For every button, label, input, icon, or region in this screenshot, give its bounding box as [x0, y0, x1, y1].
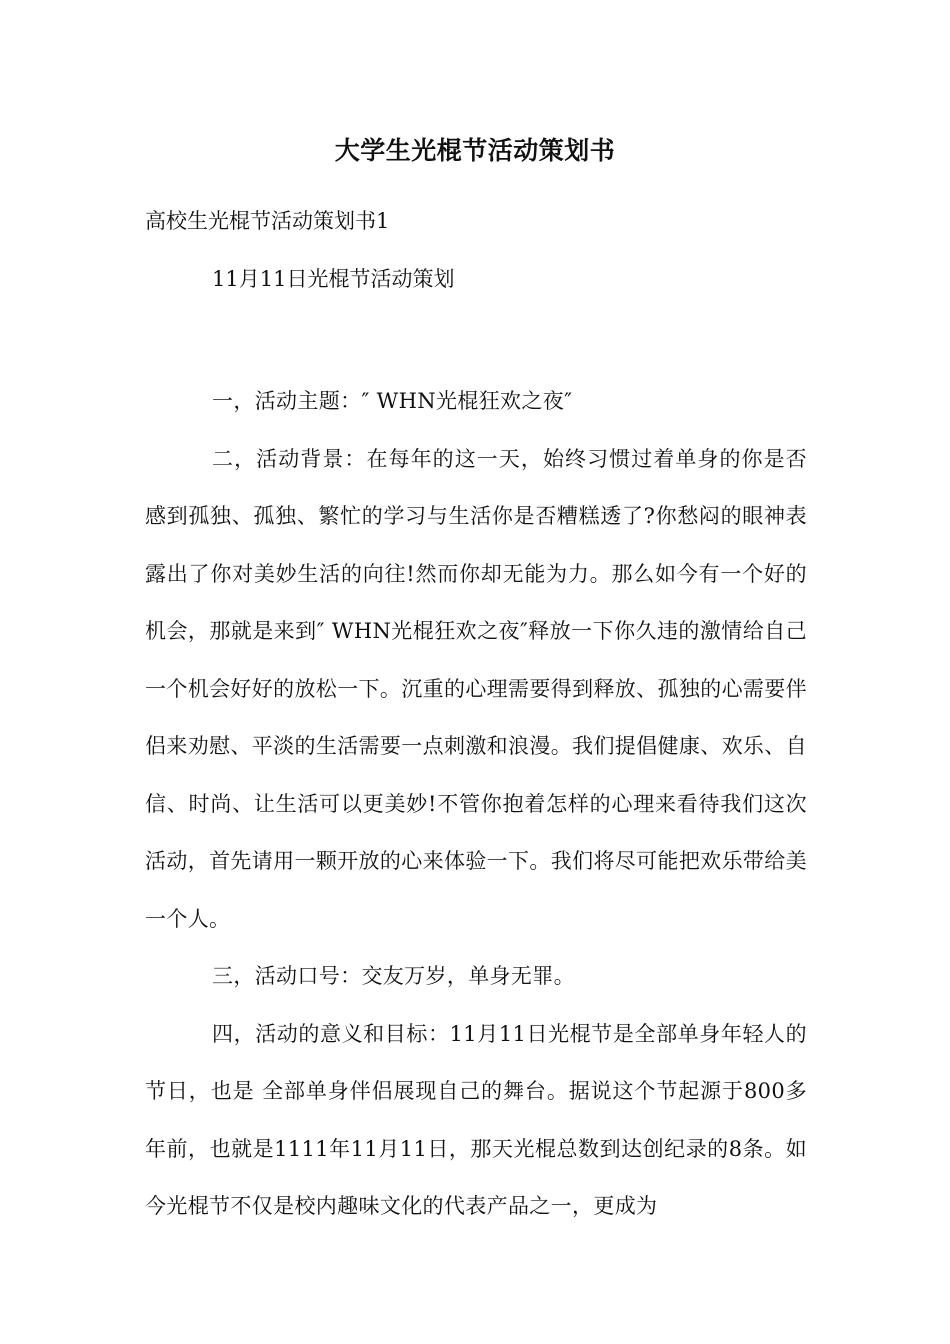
document-title: 大学生光棍节活动策划书	[334, 136, 616, 165]
paragraph-background: 二，活动背景：在每年的这一天，始终习惯过着单身的你是否感到孤独、孤独、繁忙的学习与生活你是否糟糕透了?你愁闷的眼神表露出了你对美妙生活的向往!然而你却无能为力。那么如今有一个好的机会，那就是来到″ WHN光棍狂欢之夜″释放一下你久违的激情给自己一个机会好好的放松一下。沉重的心理需要得到释放、孤独的心需要伴侣来劝慰、平淡的生活需要一点刺激和浪漫。我们提倡健康、欢乐、自信、时尚、让生活可以更美妙!不管你抱着怎样的心理来看待我们这次活动，首先请用一颗开放的心来体验一下。我们将尽可能把欢乐带给美一个人。	[145, 446, 807, 931]
document-subtitle: 高校生光棍节活动策划书1	[145, 209, 390, 233]
paragraph-significance: 四，活动的意义和目标：11月11日光棍节是全部单身年轻人的节日，也是 全部单身伴侣展现自己的舞台。据说这个节起源于800多年前，也就是1111年11月11日，那天光棍总数到达创纪录的8条。如今光棍节不仅是校内趣味文化的代表产品之一，更成为	[145, 1021, 807, 1218]
paragraph-slogan: 三，活动口号：交友万岁，单身无罪。	[212, 964, 575, 988]
document-body	[145, 373, 807, 1236]
activity-heading: 11月11日光棍节活动策划	[212, 267, 455, 291]
paragraph-theme: 一，活动主题：″ WHN光棍狂欢之夜″	[212, 389, 573, 413]
